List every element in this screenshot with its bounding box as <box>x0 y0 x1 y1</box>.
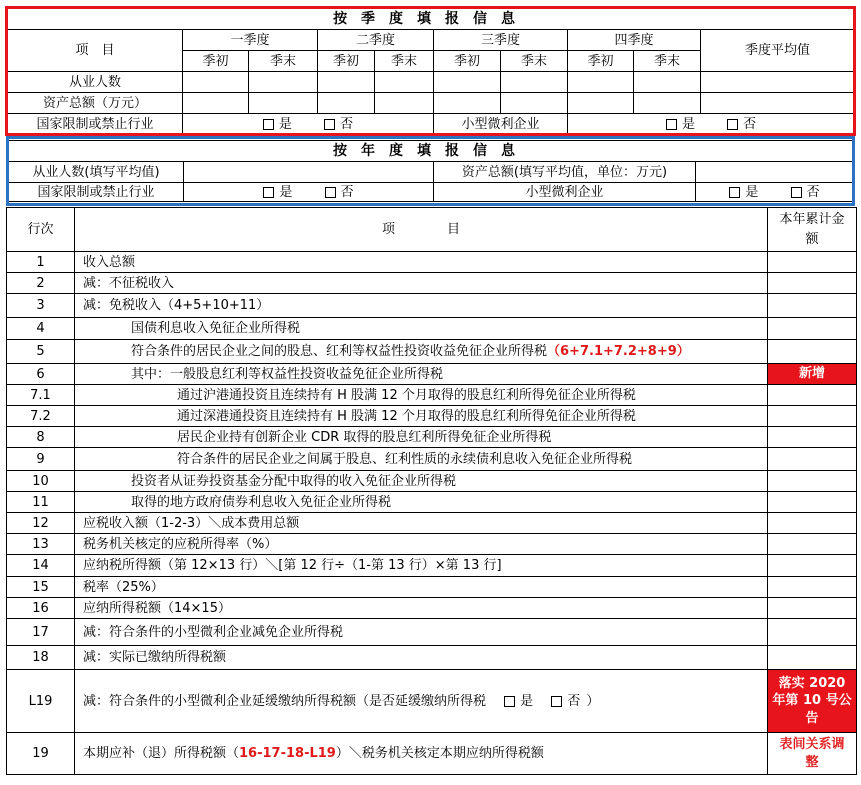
table-row <box>7 534 857 555</box>
table-row <box>7 577 857 598</box>
q4-end: 季末 <box>634 51 701 72</box>
yes-label: 是 <box>278 116 292 132</box>
row-text: 投资者从证券投资基金分配中取得的收入免征企业所得税 <box>75 471 768 492</box>
yes-label: 是 <box>745 184 759 200</box>
annual-restricted-label: 国家限制或禁止行业 <box>9 183 184 202</box>
table-row <box>7 427 857 448</box>
row-text: 通过深港通投资且连续持有 H 股满 12 个月取得的股息红利所得免征企业所得税 <box>75 406 768 427</box>
row-text: 符合条件的居民企业之间属于股息、红利性质的永续债利息收入免征企业所得税 <box>75 448 768 471</box>
amount-field[interactable] <box>768 385 857 406</box>
row-text <box>75 733 768 775</box>
employees-q3-end-field[interactable] <box>501 72 568 93</box>
employees-q1-end-field[interactable] <box>249 72 318 93</box>
checkbox-icon[interactable] <box>666 119 677 130</box>
assets-q3-end-field[interactable] <box>501 93 568 114</box>
row-text <box>75 670 768 733</box>
table-row <box>7 385 857 406</box>
table-row <box>7 492 857 513</box>
assets-label: 资产总额（万元） <box>8 93 183 114</box>
amount-field[interactable] <box>768 294 857 318</box>
checkbox-icon[interactable] <box>727 119 738 130</box>
table-row <box>7 252 857 273</box>
employees-q4-start-field[interactable] <box>568 72 634 93</box>
table-row <box>7 513 857 534</box>
annual-restricted-options <box>184 183 434 202</box>
table-row <box>7 646 857 670</box>
quarter-1-header: 一季度 <box>183 30 318 51</box>
row-number: 18 <box>7 646 75 670</box>
amount-field[interactable] <box>768 534 857 555</box>
employees-average-field[interactable] <box>701 72 855 93</box>
new-badge: 新增 <box>768 364 857 385</box>
amount-field[interactable] <box>768 252 857 273</box>
checkbox-icon[interactable] <box>504 696 515 707</box>
employees-label: 从业人数 <box>8 72 183 93</box>
row-formula: 16-17-18-L19 <box>239 746 336 761</box>
row-text-suffix: ）＼税务机关核定本期应纳所得税额 <box>335 746 544 761</box>
policy-note-badge: 落实 2020 年第 10 号公告 <box>768 670 857 733</box>
row-text-prefix: 本期应补（退）所得税额（ <box>83 746 240 761</box>
row-text: 国债利息收入免征企业所得税 <box>75 318 768 340</box>
table-row <box>7 670 857 733</box>
small-micro-options <box>568 114 855 135</box>
row-text: 减：符合条件的小型微利企业减免企业所得税 <box>75 619 768 646</box>
row-text: 减：免税收入（4+5+10+11） <box>75 294 768 318</box>
no-label: 否 <box>340 116 354 132</box>
no-label: 否 <box>340 184 354 200</box>
annual-section <box>8 140 853 202</box>
row-number: 2 <box>7 273 75 294</box>
row-number: 5 <box>7 340 75 364</box>
row-text: 减：实际已缴纳所得税额 <box>75 646 768 670</box>
table-row <box>7 273 857 294</box>
yes-label: 是 <box>520 693 534 709</box>
restricted-industry-options <box>183 114 434 135</box>
row-number: 17 <box>7 619 75 646</box>
defer-no-option[interactable] <box>551 694 580 709</box>
checkbox-icon[interactable] <box>325 187 336 198</box>
small-micro-yes-option[interactable] <box>666 117 695 132</box>
row-number: 13 <box>7 534 75 555</box>
row-text-main: 减：符合条件的小型微利企业延缓缴纳所得税额（是否延缓缴纳所得税 <box>83 693 487 709</box>
amount-field[interactable] <box>768 555 857 577</box>
row-number: 16 <box>7 598 75 619</box>
q4-start: 季初 <box>568 51 634 72</box>
quarterly-section <box>7 8 854 135</box>
row-number: 1 <box>7 252 75 273</box>
annual-assets-label: 资产总额(填写平均值，单位：万元) <box>434 162 696 183</box>
row-number-header: 行次 <box>7 208 75 252</box>
row-number: 6 <box>7 364 75 385</box>
quarterly-table <box>7 8 855 135</box>
employees-q2-end-field[interactable] <box>375 72 434 93</box>
table-row <box>7 619 857 646</box>
annual-assets-field[interactable] <box>696 162 854 183</box>
annual-restricted-yes-option[interactable] <box>263 185 292 200</box>
annual-employees-field[interactable] <box>184 162 434 183</box>
item-column-header: 项 目 <box>75 208 768 252</box>
yes-label: 是 <box>681 116 695 132</box>
average-header: 季度平均值 <box>701 30 855 72</box>
table-row <box>7 555 857 577</box>
defer-yes-option[interactable] <box>504 694 533 709</box>
row-number: 14 <box>7 555 75 577</box>
row-text: 通过沪港通投资且连续持有 H 股满 12 个月取得的股息红利所得免征企业所得税 <box>75 385 768 406</box>
row-text: 其中：一般股息红利等权益性投资收益免征企业所得税 <box>75 364 768 385</box>
q1-start: 季初 <box>183 51 249 72</box>
row-number: 4 <box>7 318 75 340</box>
row-number: 7.2 <box>7 406 75 427</box>
no-label: 否 <box>743 116 757 132</box>
quarterly-title: 按季度填报信息 <box>8 9 855 30</box>
checkbox-icon[interactable] <box>324 119 335 130</box>
amount-field[interactable] <box>768 427 857 448</box>
annual-employees-label: 从业人数(填写平均值) <box>9 162 184 183</box>
annual-small-micro-label: 小型微利企业 <box>434 183 696 202</box>
checkbox-icon[interactable] <box>791 187 802 198</box>
row-text <box>75 340 768 364</box>
amount-field[interactable] <box>768 448 857 471</box>
small-micro-label: 小型微利企业 <box>434 114 568 135</box>
row-text: 税率（25%） <box>75 577 768 598</box>
annual-title: 按年度填报信息 <box>9 141 854 162</box>
amount-field[interactable] <box>768 492 857 513</box>
q3-end: 季末 <box>501 51 568 72</box>
checkbox-icon[interactable] <box>263 119 274 130</box>
row-number: 11 <box>7 492 75 513</box>
row-text: 取得的地方政府债券利息收入免征企业所得税 <box>75 492 768 513</box>
quarter-3-header: 三季度 <box>434 30 568 51</box>
q2-end: 季末 <box>375 51 434 72</box>
annual-small-micro-yes-option[interactable] <box>729 185 758 200</box>
assets-q1-start-field[interactable] <box>183 93 249 114</box>
close-paren: ） <box>586 693 600 709</box>
checkbox-icon[interactable] <box>263 187 274 198</box>
no-label: 否 <box>806 184 820 200</box>
row-text-main: 符合条件的居民企业之间的股息、红利等权益性投资收益免征企业所得税 <box>131 344 548 359</box>
annual-small-micro-options <box>696 183 854 202</box>
restricted-no-option[interactable] <box>324 117 353 132</box>
table-row <box>7 318 857 340</box>
amount-field[interactable] <box>768 340 857 364</box>
employees-q4-end-field[interactable] <box>634 72 701 93</box>
table-row <box>7 406 857 427</box>
restricted-yes-option[interactable] <box>263 117 292 132</box>
assets-q2-end-field[interactable] <box>375 93 434 114</box>
amount-field[interactable] <box>768 273 857 294</box>
row-number: 3 <box>7 294 75 318</box>
row-number: L19 <box>7 670 75 733</box>
amount-field[interactable] <box>768 318 857 340</box>
table-row <box>7 471 857 492</box>
q1-end: 季末 <box>249 51 318 72</box>
row-text: 税务机关核定的应税所得率（%） <box>75 534 768 555</box>
assets-q3-start-field[interactable] <box>434 93 501 114</box>
row-number: 8 <box>7 427 75 448</box>
row-text: 收入总额 <box>75 252 768 273</box>
assets-q2-start-field[interactable] <box>318 93 375 114</box>
quarter-2-header: 二季度 <box>318 30 434 51</box>
row-text: 应纳税所得额（第 12×13 行）＼[第 12 行÷（1-第 13 行）×第 13 行] <box>75 555 768 577</box>
employees-q1-start-field[interactable] <box>183 72 249 93</box>
amount-field[interactable] <box>768 513 857 534</box>
annual-table <box>8 140 854 202</box>
small-micro-no-option[interactable] <box>727 117 756 132</box>
item-header: 项 目 <box>8 30 183 72</box>
row-text: 应税收入额（1-2-3）＼成本费用总额 <box>75 513 768 534</box>
restricted-industry-label: 国家限制或禁止行业 <box>8 114 183 135</box>
employees-q3-start-field[interactable] <box>434 72 501 93</box>
q3-start: 季初 <box>434 51 501 72</box>
row-number: 12 <box>7 513 75 534</box>
yes-label: 是 <box>279 184 293 200</box>
table-row <box>7 733 857 775</box>
annual-small-micro-no-option[interactable] <box>791 185 820 200</box>
assets-q4-start-field[interactable] <box>568 93 634 114</box>
q2-start: 季初 <box>318 51 375 72</box>
main-section <box>6 207 856 775</box>
amount-field[interactable] <box>768 471 857 492</box>
checkbox-icon[interactable] <box>551 696 562 707</box>
row-formula: （6+7.1+7.2+8+9） <box>547 344 690 359</box>
row-text: 应纳所得税额（14×15） <box>75 598 768 619</box>
assets-average-field[interactable] <box>701 93 855 114</box>
row-number: 15 <box>7 577 75 598</box>
no-label: 否 <box>567 693 581 709</box>
amount-field[interactable] <box>768 646 857 670</box>
checkbox-icon[interactable] <box>729 187 740 198</box>
amount-field[interactable] <box>768 577 857 598</box>
table-row <box>7 364 857 385</box>
table-row <box>7 448 857 471</box>
table-row <box>7 340 857 364</box>
relation-adjust-note: 表间关系调整 <box>768 733 857 775</box>
employees-q2-start-field[interactable] <box>318 72 375 93</box>
amount-field[interactable] <box>768 406 857 427</box>
table-row <box>7 598 857 619</box>
row-number: 10 <box>7 471 75 492</box>
row-number: 19 <box>7 733 75 775</box>
amount-field[interactable] <box>768 619 857 646</box>
row-text: 居民企业持有创新企业 CDR 取得的股息红利所得免征企业所得税 <box>75 427 768 448</box>
assets-q4-end-field[interactable] <box>634 93 701 114</box>
amount-field[interactable] <box>768 598 857 619</box>
table-row <box>7 294 857 318</box>
assets-q1-end-field[interactable] <box>249 93 318 114</box>
row-number: 7.1 <box>7 385 75 406</box>
quarter-4-header: 四季度 <box>568 30 701 51</box>
row-number: 9 <box>7 448 75 471</box>
amount-column-header: 本年累计金额 <box>768 208 857 252</box>
annual-restricted-no-option[interactable] <box>325 185 354 200</box>
row-text: 减：不征税收入 <box>75 273 768 294</box>
main-table <box>6 207 857 775</box>
